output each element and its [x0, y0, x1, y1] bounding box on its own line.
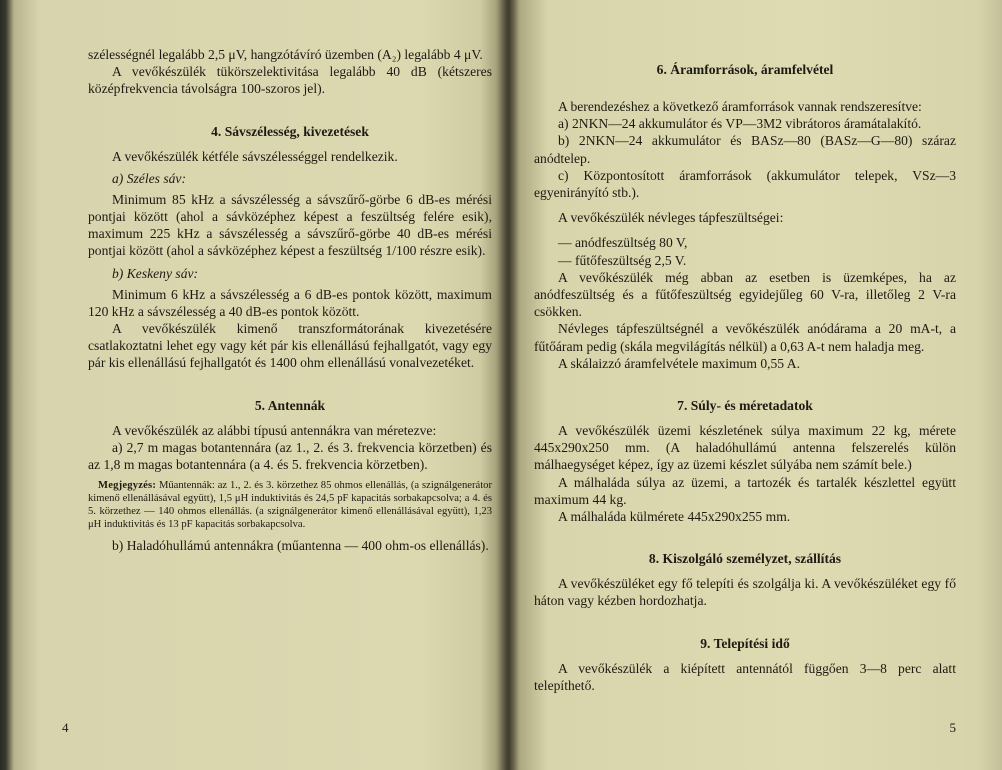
- footnote-text: Műantennák: az 1., 2. és 3. körzethez 85 ohmos ellenállás, (a szignálgenerátor kimenő ellenállásával együtt), 1,5 μH induktivitás és 24,5 pF kapacitás sorbakapcsolva; a 4. és 5. körzethez — 140 ohmos ellenállás. (a szignálgenerátor kimenő ellenállásával együtt), 1,23 μH induktivitás és 13 pF kapacitás sorbakapcsolva.: [88, 480, 492, 531]
- section-heading-4: 4. Sávszélesség, kivezetések: [211, 123, 369, 139]
- paragraph: Minimum 85 kHz a sávszélesség a sávszűrő-görbe 6 dB-es mérési pontjai között (ahol a sávközéphez képest a feszültség felére esik), maximum 225 kHz a sávszélesség a sávszűrő-görbe 40 dB-es mérési pontjai között (ahol a sávközéphez képest a feszültség 1/100 részre esik).: [88, 191, 492, 259]
- paragraph: A vevőkészülék az alábbi típusú antennákra van méretezve:: [112, 422, 437, 438]
- paragraph: A berendezéshez a következő áramforrások vannak rendszeresítve:: [558, 99, 922, 114]
- page-number: 5: [949, 720, 956, 735]
- section-heading-9: 9. Telepítési idő: [700, 635, 790, 651]
- section-heading-5: 5. Antennák: [254, 397, 326, 413]
- paragraph: Minimum 6 kHz a sávszélesség a 6 dB-es pontok között, maximum 120 kHz a sávszélesség a 40 dB-es pontok között.: [88, 286, 492, 319]
- paragraph: A vevőkészüléket egy fő telepíti és szolgálja ki. A vevőkészüléket egy fő háton vagy kézben hordozhatja.: [534, 576, 956, 609]
- paragraph: c) Központosított áramforrások (akkumulátor telepek, VSz—3 egyenirányító stb.).: [534, 167, 956, 201]
- subheading-narrow-band: b) Keskeny sáv:: [112, 265, 199, 281]
- page-number: 4: [62, 720, 69, 735]
- paragraph: A málhaláda súlya az üzemi, a tartozék és tartalék készlettel együtt maximum 44 kg.: [534, 474, 956, 507]
- paragraph: A vevőkészülék üzemi készletének súlya maximum 22 kg, mérete 445x290x250 mm. (A haladóhullámú antenna felszerelés külön málhaegységet képez, így az üzemi készlet súlyába nem számít bele.): [534, 423, 956, 473]
- paragraph: A málhaláda külmérete 445x290x255 mm.: [558, 509, 791, 525]
- subheading-wide-band: a) Széles sáv:: [112, 170, 186, 186]
- section-heading-8: 8. Kiszolgáló személyzet, szállítás: [648, 551, 842, 567]
- right-page: [508, 0, 1002, 770]
- paragraph: A vevőkészülék névleges tápfeszültségei:: [558, 210, 784, 226]
- paragraph: A vevőkészülék kétféle sávszélességgel rendelkezik.: [112, 148, 398, 164]
- footnote-label: Megjegyzés:: [98, 480, 157, 492]
- paragraph: szélességnél legalább 2,5 μV, hangzótávíró üzemben (A₂) legalább 4 μV.: [88, 47, 483, 62]
- list-item: — anódfeszültség 80 V,: [558, 235, 688, 251]
- paragraph: A skálaizzó áramfelvétele maximum 0,55 A.: [558, 355, 800, 371]
- paragraph: Névleges tápfeszültségnél a vevőkészülék anódárama a 20 mA-t, a fűtőáram pedig (skála megvilágítás nélkül) a 0,63 A-t nem haladja meg.: [534, 321, 956, 354]
- section-heading-7: 7. Súly- és méretadatok: [677, 398, 813, 414]
- list-item: — fűtőfeszültség 2,5 V.: [558, 252, 687, 268]
- footnote: [88, 479, 492, 531]
- paragraph: b) Haladóhullámú antennákra (műantenna — 400 ohm-os ellenállás).: [112, 538, 489, 554]
- paragraph: A vevőkészülék tükörszelektivitása legalább 40 dB (kétszeres középfrekvencia távolságra 100-szoros jel).: [88, 64, 492, 97]
- paragraph: A vevőkészülék a kiépített antennától függően 3—8 perc alatt telepíthető.: [534, 660, 956, 693]
- paragraph: A vevőkészülék még abban az esetben is üzemképes, ha az anódfeszültség és a fűtőfeszültség egyidejűleg 60 V-ra, illetőleg 2 V-ra csökken.: [534, 269, 956, 320]
- paragraph: b) 2NKN—24 akkumulátor és BASz—80 (BASz—G—80) száraz anódtelep.: [534, 133, 956, 166]
- paragraph: A vevőkészülék kimenő transzformátorának kivezetésére csatlakoztatni lehet egy vagy két pár kis ellenállású fejhallgatót, vagy egy pár kis ellenállású fejhallgatót és 1400 ohm ellenállású vonalvezetéket.: [88, 321, 492, 371]
- section-heading-6: 6. Áramforrások, áramfelvétel: [656, 62, 834, 77]
- paragraph: a) 2NKN—24 akkumulátor és VP—3M2 vibrátoros áramátalakító.: [558, 116, 922, 132]
- paragraph: a) 2,7 m magas botantennára (az 1., 2. és 3. frekvencia körzetben) és az 1,8 m magas botantennára (a 4. és 5. frekvencia körzetben).: [88, 439, 492, 473]
